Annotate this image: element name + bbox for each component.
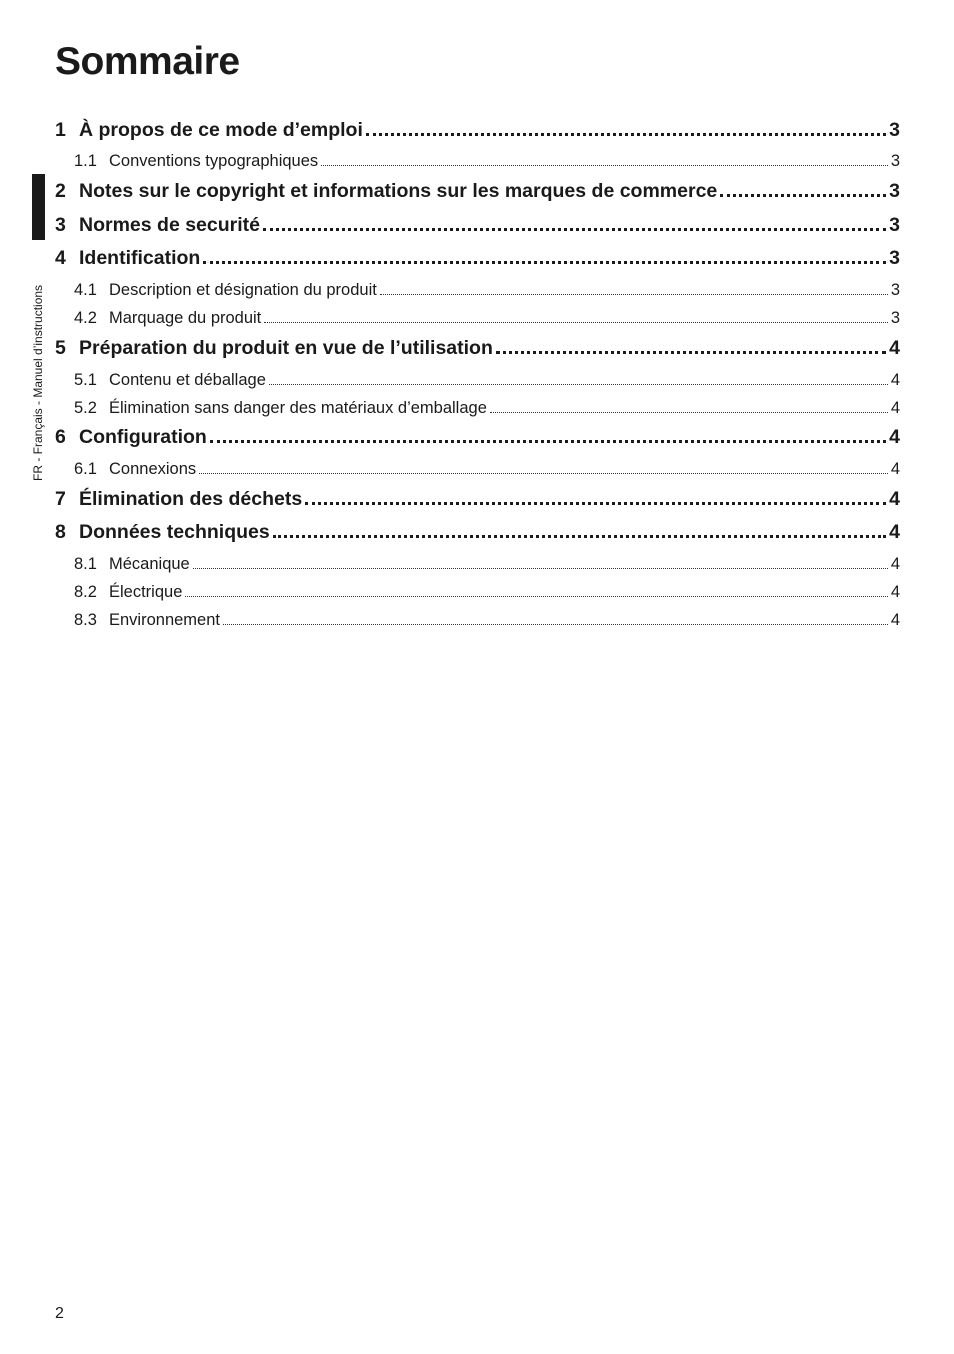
toc-entry-page: 3 xyxy=(889,214,900,236)
toc-subsection-entry[interactable] xyxy=(55,458,900,480)
toc-entry-number: 4.1 xyxy=(74,281,97,299)
toc-entry-page: 3 xyxy=(890,152,900,170)
toc-entry-title: Connexions xyxy=(109,460,197,478)
toc-section-entry[interactable] xyxy=(55,245,900,271)
toc-entry-page: 4 xyxy=(890,555,900,573)
toc-entry-number: 1.1 xyxy=(74,152,97,170)
toc-subsection-entry[interactable] xyxy=(55,581,900,603)
toc-entry-title: Conventions typographiques xyxy=(109,152,319,170)
toc-section-entry[interactable] xyxy=(55,335,900,361)
toc-subsection-entry[interactable] xyxy=(55,553,900,575)
page-title: Sommaire xyxy=(55,40,240,83)
toc-entry-title: Normes de securité xyxy=(79,214,260,236)
toc-entry-page: 4 xyxy=(890,399,900,417)
toc-dot-leader xyxy=(273,535,886,538)
toc-entry-number: 5.1 xyxy=(74,371,97,389)
toc-entry-number: 8.1 xyxy=(74,555,97,573)
toc-entry-title: Préparation du produit en vue de l’utilisation xyxy=(79,337,493,359)
toc-entry-page: 3 xyxy=(889,180,900,202)
toc-entry-page: 4 xyxy=(889,488,900,510)
toc-entry-number: 8.3 xyxy=(74,611,97,629)
toc-subsection-entry[interactable] xyxy=(55,307,900,329)
toc-entry-title: Marquage du produit xyxy=(109,309,262,327)
toc-dot-leader xyxy=(496,351,886,354)
toc-entry-page: 4 xyxy=(890,371,900,389)
toc-entry-title: Environnement xyxy=(109,611,220,629)
toc-entry-number: 5.2 xyxy=(74,399,97,417)
toc-dot-leader xyxy=(185,596,887,597)
toc-entry-title: Électrique xyxy=(109,583,183,601)
toc-section-entry[interactable] xyxy=(55,519,900,545)
toc-entry-number: 1 xyxy=(55,119,66,141)
toc-entry-title: Description et désignation du produit xyxy=(109,281,377,299)
toc-subsection-entry[interactable] xyxy=(55,150,900,172)
toc-entry-number: 4.2 xyxy=(74,309,97,327)
toc-dot-leader xyxy=(380,294,888,295)
toc-entry-page: 4 xyxy=(889,521,900,543)
toc-entry-number: 8.2 xyxy=(74,583,97,601)
toc-section-entry[interactable] xyxy=(55,212,900,238)
toc-entry-page: 4 xyxy=(890,583,900,601)
toc-section-entry[interactable] xyxy=(55,178,900,204)
toc-entry-title: Identification xyxy=(79,247,201,269)
toc-entry-title: À propos de ce mode d’emploi xyxy=(79,119,363,141)
toc-entry-page: 3 xyxy=(889,119,900,141)
side-label-text: FR - Français - Manuel d’instructions xyxy=(31,284,45,481)
toc-entry-number: 5 xyxy=(55,337,66,359)
toc-subsection-entry[interactable] xyxy=(55,369,900,391)
toc-entry-page: 4 xyxy=(890,611,900,629)
toc-section-entry[interactable] xyxy=(55,486,900,512)
toc-dot-leader xyxy=(210,440,886,443)
toc-dot-leader xyxy=(720,194,886,197)
toc-dot-leader xyxy=(264,322,888,323)
toc-dot-leader xyxy=(223,624,888,625)
toc-entry-title: Mécanique xyxy=(109,555,190,573)
toc-dot-leader xyxy=(366,133,886,136)
toc-entry-title: Contenu et déballage xyxy=(109,371,266,389)
toc-entry-title: Données techniques xyxy=(79,521,270,543)
toc-entry-title: Notes sur le copyright et informations sur les marques de commerce xyxy=(79,180,718,202)
toc-dot-leader xyxy=(490,412,888,413)
toc-subsection-entry[interactable] xyxy=(55,397,900,419)
toc-dot-leader xyxy=(269,384,888,385)
toc-entry-title: Élimination sans danger des matériaux d’emballage xyxy=(109,399,487,417)
toc-entry-page: 4 xyxy=(889,337,900,359)
toc-entry-page: 4 xyxy=(890,460,900,478)
page-number: 2 xyxy=(55,1305,64,1322)
toc-entry-page: 3 xyxy=(890,281,900,299)
toc-entry-number: 6 xyxy=(55,426,66,448)
toc-subsection-entry[interactable] xyxy=(55,279,900,301)
toc-dot-leader xyxy=(203,261,886,264)
toc-entry-page: 4 xyxy=(889,426,900,448)
toc-dot-leader xyxy=(263,228,886,231)
toc-entry-title: Élimination des déchets xyxy=(79,488,303,510)
toc-entry-page: 3 xyxy=(890,309,900,327)
toc-entry-number: 6.1 xyxy=(74,460,97,478)
toc-entry-number: 7 xyxy=(55,488,66,510)
toc-dot-leader xyxy=(305,502,886,505)
toc-section-entry[interactable] xyxy=(55,424,900,450)
toc-dot-leader xyxy=(199,473,888,474)
toc-dot-leader xyxy=(193,568,888,569)
toc-dot-leader xyxy=(321,165,888,166)
toc-entry-number: 8 xyxy=(55,521,66,543)
toc-entry-number: 4 xyxy=(55,247,66,269)
toc-entry-page: 3 xyxy=(889,247,900,269)
toc-entry-number: 3 xyxy=(55,214,66,236)
toc-subsection-entry[interactable] xyxy=(55,609,900,631)
section-marker-tab xyxy=(32,174,45,240)
toc-entry-number: 2 xyxy=(55,180,66,202)
toc-section-entry[interactable] xyxy=(55,117,900,143)
toc-entry-title: Configuration xyxy=(79,426,207,448)
